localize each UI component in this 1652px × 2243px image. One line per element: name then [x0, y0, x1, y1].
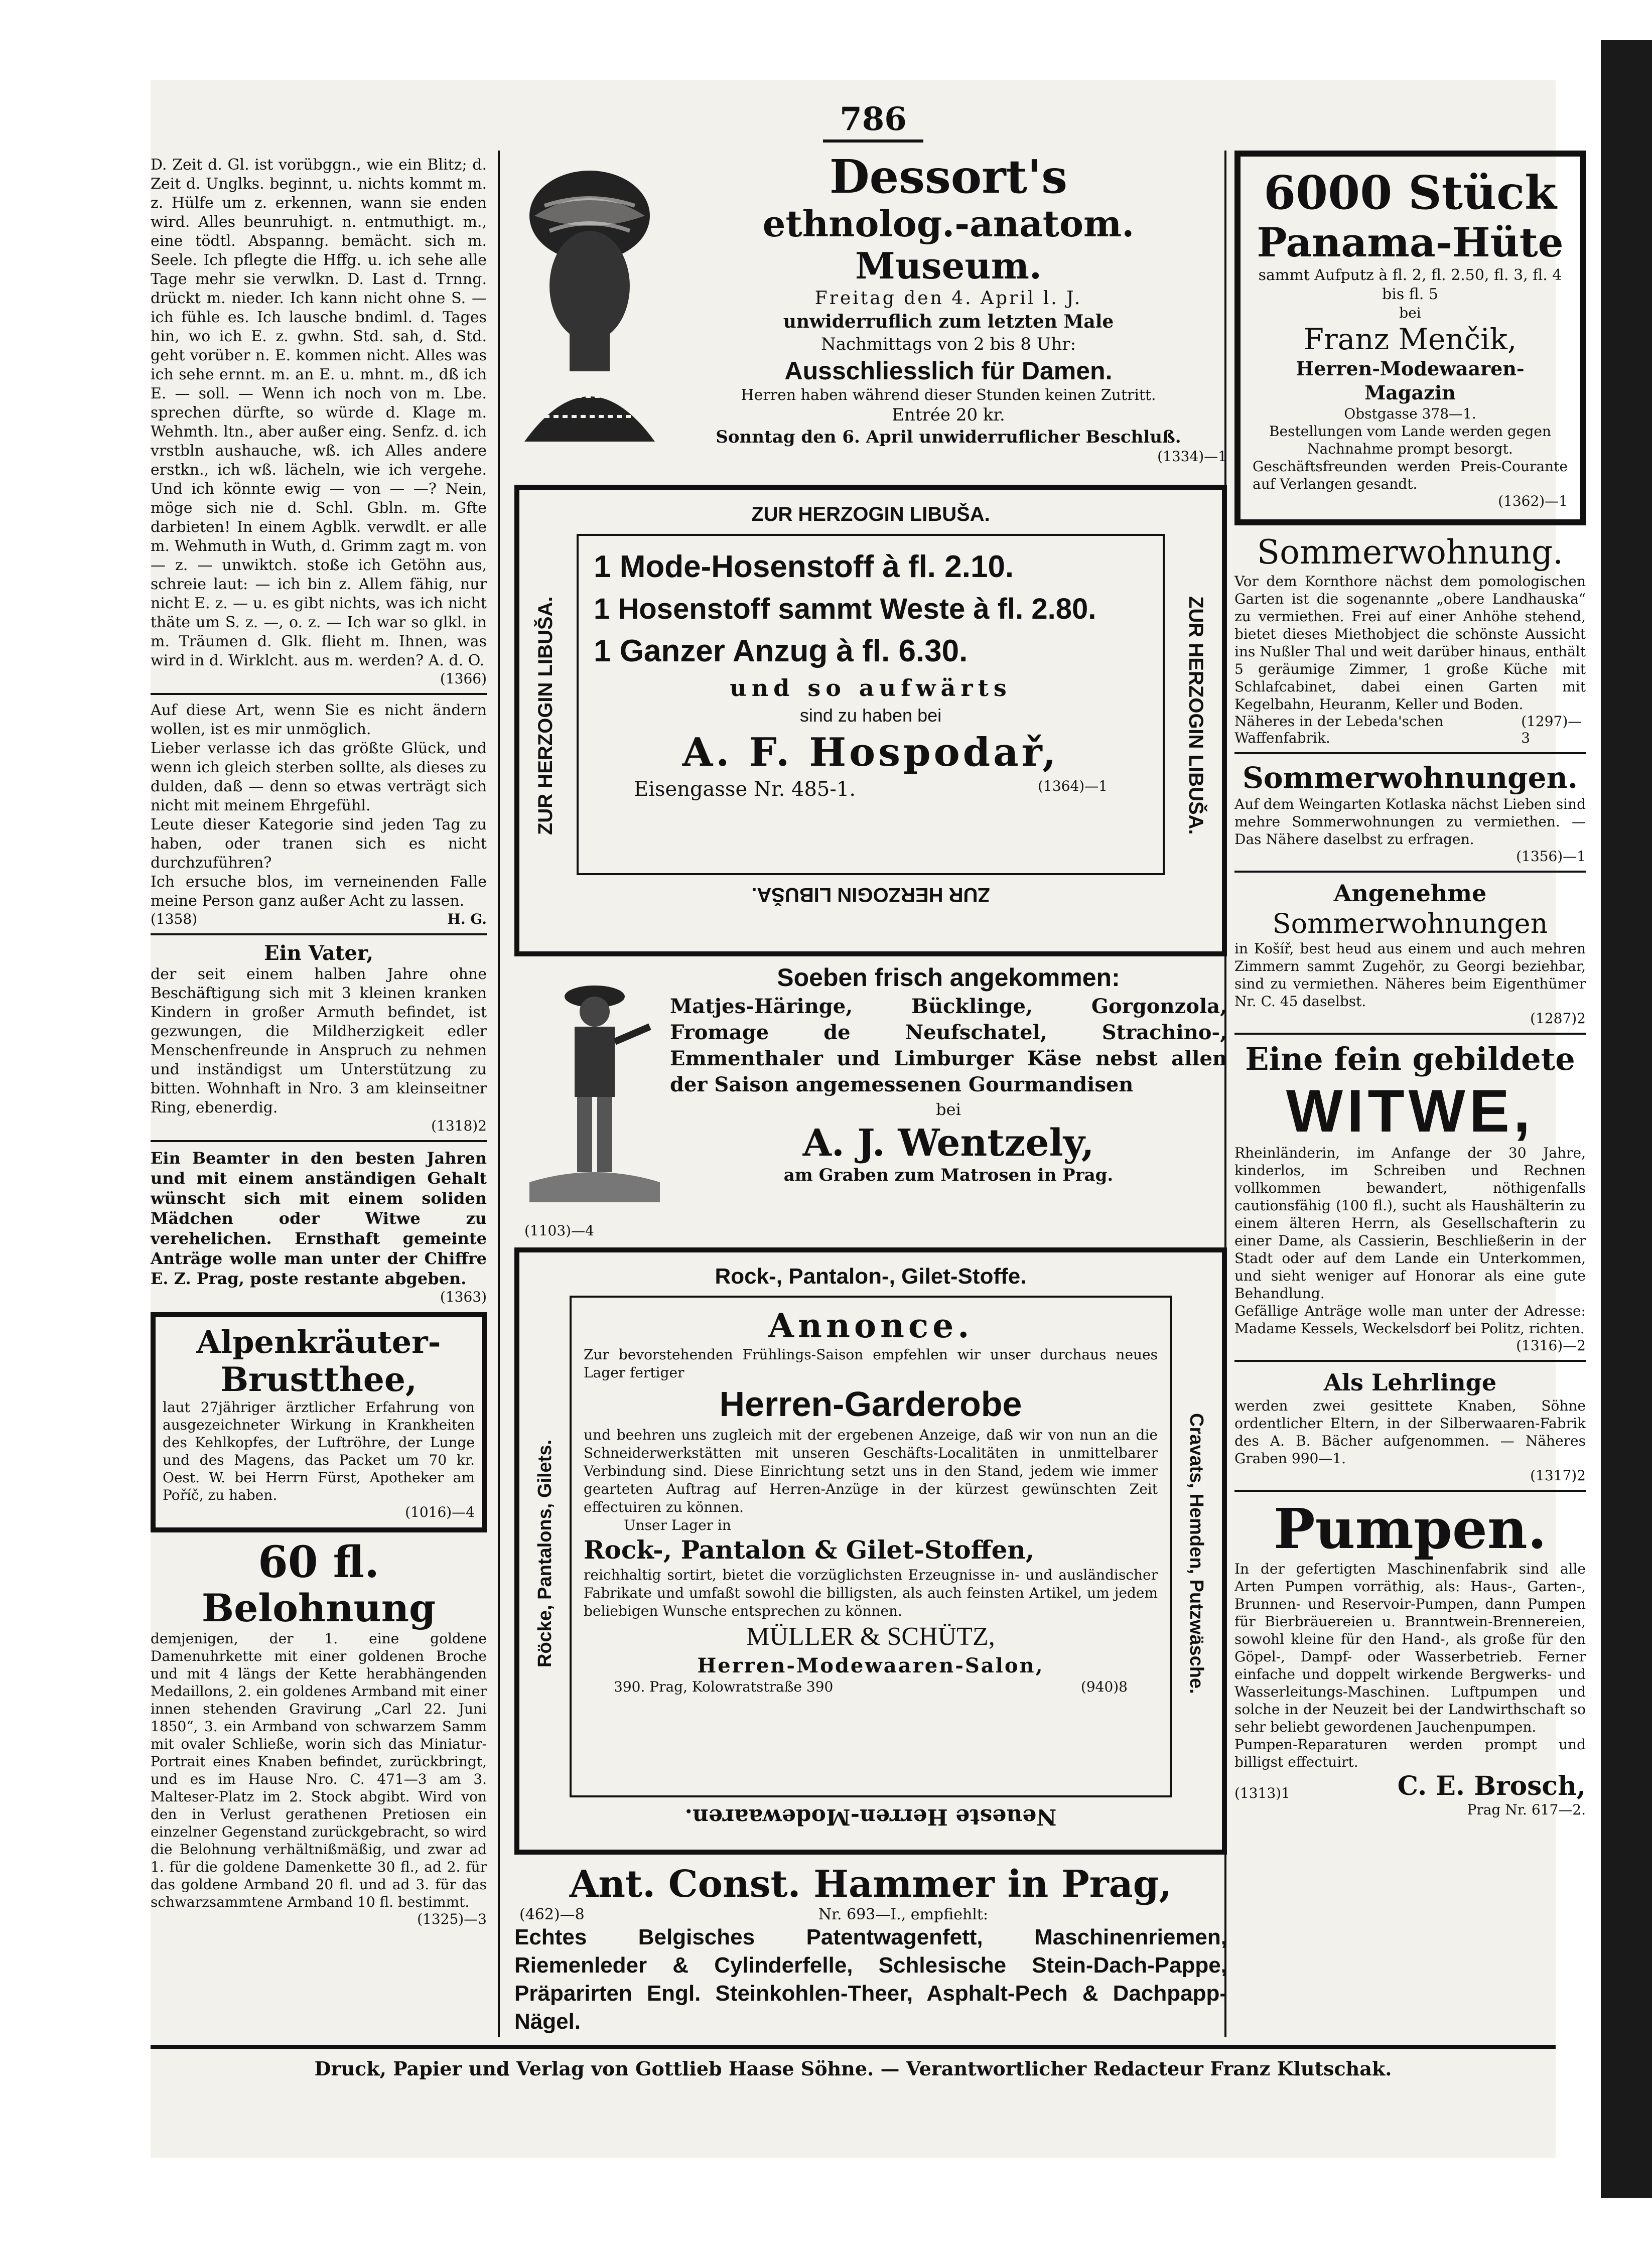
vater-text: der seit einem halben Jahre ohne Beschäftigung sich mit 3 kleinen kranken Kindern in großer Armuth befindet, ist gezwungen, die Mildherzigkeit edler Menschenfreunde in Anspruch zu nehmen und inständigst um Unterstützung zu bitten. Wohnhaft in Nro. 3 am kleinseitner Ring, ebenerdig. — [151, 965, 487, 1116]
mueller-intro: Zur bevorstehenden Frühlings-Saison empfehlen wir unser durchaus neues Lager fertiger — [584, 1346, 1158, 1381]
panama-text2: Bestellungen vom Lande werden gegen Nachnahme prompt besorgt. — [1269, 423, 1551, 457]
mueller-ref: (940)8 — [1080, 1678, 1128, 1695]
panama-name: Franz Menčik, — [1303, 322, 1517, 356]
panama-text3: Geschäftsfreunden werden Preis-Courante auf Verlangen gesandt. — [1253, 458, 1568, 492]
divider — [1234, 1360, 1586, 1362]
dessort-gentlemen: Herren haben während dieser Stunden keinen Zutritt. — [741, 386, 1156, 404]
mueller-garderobe: Herren-Garderobe — [719, 1384, 1022, 1424]
witwe-text: Rheinländerin, im Anfange der 30 Jahre, kinderlos, im Schreiben und Rechnen vollkommen bewandert, nöthigenfalls cautionsfähig (100 fl.), sucht als Haushälterin zu einem älteren Herrn, als Gesellschafterin zu einer Dame, als Cassierin, Beschließerin in der Stadt oder auf dem Lande ein Unterkommen, und sieht weniger auf Honorar als eine gute Behandlung. — [1234, 1145, 1586, 1302]
hammer-addr: Nr. 693—I., empfiehlt: — [818, 1906, 989, 1923]
mueller-annonce: Annonce. — [768, 1306, 974, 1345]
hammer-ref: (462)—8 — [519, 1906, 585, 1923]
mueller-top-label: Rock-, Pantalon-, Gilet-Stoffe. — [715, 1264, 1027, 1289]
dessort-last: unwiderruflich zum letzten Male — [783, 311, 1114, 332]
pumpen-addr: Prag Nr. 617—2. — [1467, 1801, 1586, 1818]
divider — [151, 933, 487, 935]
column-rule-left — [498, 151, 500, 2037]
sommer3-title1: Angenehme — [1333, 880, 1487, 907]
notice-sign: H. G. — [447, 911, 487, 927]
notice-text3: Leute dieser Kategorie sind jeden Tag zu haben, oder tranen sich es nicht durchzuführen? — [151, 816, 487, 872]
panama-title2: Panama-Hüte — [1257, 219, 1564, 266]
divider — [151, 1140, 487, 1142]
dessort-subtitle: ethnolog.-anatom. Museum. — [762, 202, 1135, 287]
libusa-line1: 1 Mode-Hosenstoff à fl. 2.10. — [594, 549, 1014, 584]
divider — [1234, 1033, 1586, 1035]
mueller-salon: Herren-Modewaaren-Salon, — [697, 1654, 1044, 1677]
libusa-name: A. F. Hospodař, — [682, 730, 1059, 775]
alpen-ad-box — [151, 1312, 487, 1532]
notice-text4: Ich ersuche blos, im verneinenden Falle meine Person ganz außer Acht zu lassen. — [151, 873, 487, 910]
vater-ref: (1318)2 — [431, 1117, 487, 1134]
lehrlinge-title: Als Lehrlinge — [1323, 1369, 1497, 1396]
sommer1-ref: (1297)—3 — [1521, 713, 1582, 746]
libusa-line4: und so aufwärts — [730, 674, 1012, 702]
pumpen-text2: Pumpen-Reparaturen werden prompt und billigst effectuirt. — [1234, 1736, 1586, 1770]
reward-text: demjenigen, der 1. eine goldene Damenuhrkette mit einer goldenen Broche und mit 4 längs der Kette herabhängenden Medaillons, 2. ein goldenes Armband mit einer innen stehenden Gravirung „Carl 22. Juni 1850“, 3. ein Armband von schwarzem Samm mit ovaler Schließe, worin sich das Miniatur-Portrait eines Knaben befindet, zurückbringt, und es im Hause Nro. C. 471—3 am 3. Malteser-Platz im 2. Stock abgibt. Wird von den in Verlust gerathenen Pretiosen ein einzelner Gegenstand zurückgebracht, so wird die Belohnung verhältnißmäßig, und zwar ad 1. für die goldene Damenkette 30 fl., ad 2. für das goldene Armband 20 fl. und ad 3. für das schwarzsammtene Armband 10 fl. bestimmt. — [151, 1630, 487, 1910]
sommer2-text: Auf dem Weingarten Kotlaska nächst Lieben sind mehre Sommerwohnungen zu vermiethen. — Das Nähere daselbst zu erfragen. — [1234, 796, 1586, 848]
sommer1-title: Sommerwohnung. — [1257, 533, 1564, 572]
libusa-line2: 1 Hosenstoff sammt Weste à fl. 2.80. — [594, 593, 1096, 625]
mueller-bottom-label: Neueste Herren-Modewaaren. — [684, 1804, 1057, 1830]
mueller-stoffe: Rock-, Pantalon & Gilet-Stoffen, — [584, 1535, 1035, 1565]
alpen-text: laut 27jähriger ärztlicher Erfahrung von ausgezeichneter Wirkung in Krankheiten des Kehlkopfes, der Luftröhre, der Lunge und des Magens, das Packet um 70 kr. Oest. W. bei Herrn Fürst, Apotheker am Poříč, zu haben. — [163, 1399, 475, 1503]
mueller-right-label: Cravats, Hemden, Putzwäsche. — [1186, 1413, 1207, 1694]
notice-text1: Auf diese Art, wenn Sie es nicht ändern wollen, ist es mir unmöglich. — [151, 702, 487, 738]
sommer1-text: Vor dem Kornthore nächst dem pomologischen Garten ist die sogenannte „obere Landhauska“ zu vermiethen. Frei auf einer Anhöhe stehend, bietet dieses Miethobject die schönste Aussicht ins Nußler Thal und weit darüber hinaus, enthält 5 geräumige Zimmer, 1 große Küche mit Schlafcabinet, dabei einen Garten mit Kegelbahn, Heuranm, Keller und Boden. — [1234, 573, 1586, 713]
footer-rule — [151, 2045, 1556, 2049]
alpen-title2: Brustthee, — [220, 1360, 417, 1399]
libusa-ad-box — [514, 485, 1227, 956]
sailor-figure-illustration — [524, 971, 665, 1202]
dessort-ad — [514, 151, 1227, 482]
panama-text1: sammt Aufputz à fl. 2, fl. 2.50, fl. 3, fl. 4 bis fl. 5 — [1258, 266, 1562, 303]
witwe-title1: Eine fein gebildete — [1245, 1041, 1575, 1077]
wentzely-ref: (1103)—4 — [524, 1222, 594, 1239]
libusa-line5: sind zu haben bei — [799, 705, 942, 726]
dessort-date: Freitag den 4. April l. J. — [814, 288, 1082, 309]
lehrlinge-text: werden zwei gesittete Knaben, Söhne ordentlicher Eltern, in der Silberwaaren-Fabrik des A. B. Bächer aufgenommen. — Näheres Graben 990—1. — [1234, 1397, 1586, 1467]
panama-ad-box — [1234, 151, 1586, 525]
sommer2-ref: (1356)—1 — [1516, 848, 1586, 865]
sommer3-ref: (1287)2 — [1530, 1010, 1586, 1027]
libusa-inner-box — [577, 534, 1165, 875]
panama-title1: 6000 Stück — [1264, 166, 1557, 220]
libusa-right-label: ZUR HERZOGIN LIBUŠA. — [1185, 596, 1207, 835]
mueller-ad-box — [514, 1247, 1227, 1855]
beamter-ref: (1363) — [440, 1289, 487, 1305]
poem-text: D. Zeit d. Gl. ist vorübggn., wie ein Blitz; d. Zeit d. Unglks. beginnt, u. nichts kommt m. z. Hülfe um z. erkennen, wann sie enden wird. Alles beunruhigt. n. entmuthigt. m., eine tödtl. Abspanng. bemächt. sich m. Seele. Ich pflegte die Hffg. u. ich sehe alle Tage mehr sie verwlkn. D. Last d. Trnng. drückt m. nieder. Ich kann nicht ohne S. — ich fühle es. Ich lausche bndiml. d. Tages hin, wo ich E. z. gwhn. Std. sah, d. Std. geht vorüber n. E. kommen nicht. Alles was ich sehe ernnt. m. an E. u. mhnt. m., dß ich E. — soll. — Wenn ich noch von m. Lbe. sprechen dürfte, so würde d. Klage m. Wehmth. ltn., aber außer eing. Senfz. d. ich vrstbln aushauche, wß. ich Alles andere erstkn., ich wß. lächeln, wie ich vergehe. Und ich könnte ewig — von — —? Nein, möge sich nie d. Schl. Gbln. m. Gfte darbieten! In einem Agblk. verwdlt. er alle m. Wehmuth in Wuth, d. Grimm zagt m. von — z. — unwiktch. stoße ich Getöhn aus, schreie laut: — ich bin z. Allem fähig, nur nicht E. z. — u. es gibt nichts, was ich nicht thäte um S. z. —, o. z. — Ich war so glkl. in m. Träumen d. Glk. flieht m. Ihnen, was wird in d. Wirklcht. aus m. werden? A. d. O. — [151, 156, 487, 669]
middle-column — [514, 151, 1227, 2036]
dessort-time: Nachmittags von 2 bis 8 Uhr: — [820, 334, 1076, 354]
beamter-text: Ein Beamter in den besten Jahren und mit einem anständigen Gehalt wünscht sich mit einem soliden Mädchen oder Witwe zu verehelichen. Ernsthaft gemeinte Anträge wolle man unter der Chiffre E. Z. Prag, poste restante abgeben. — [151, 1149, 487, 1288]
panama-ref: (1362)—1 — [1498, 493, 1568, 509]
wentzely-bei: bei — [936, 1100, 961, 1119]
libusa-top-label: ZUR HERZOGIN LIBUŠA. — [751, 503, 990, 525]
witwe-text2: Gefällige Anträge wolle man unter der Adresse: Madame Kessels, Weckelsdorf bei Politz, richten. — [1234, 1303, 1586, 1337]
wentzely-name: A. J. Wentzely, — [802, 1122, 1094, 1165]
libusa-left-label: ZUR HERZOGIN LIBUŠA. — [534, 596, 557, 835]
alpen-ref: (1016)—4 — [405, 1504, 475, 1520]
page-number-rule — [823, 139, 923, 143]
footer-imprint: Druck, Papier und Verlag von Gottlieb Haase Söhne. — Verantwortlicher Redacteur Franz Klutschak. — [314, 2057, 1392, 2080]
reward-ref: (1325)—3 — [417, 1911, 487, 1927]
wentzely-text: Matjes-Häringe, Bücklinge, Gorgonzola, Fromage de Neufschatel, Strachino-, Emmenthaler und Limburger Käse nebst allen der Saison angemessenen Gourmandisen — [670, 995, 1227, 1096]
libusa-addr: Eisengasse Nr. 485-1. — [634, 778, 856, 801]
mueller-text2: reichhaltig sortirt, bietet die vorzüglichsten Erzeugnisse in- und ausländischer Fabrikate und umfaßt sowohl die billigsten, als auch feinsten Artikel, um jedem beliebigen Wunsche entsprechen zu können. — [584, 1567, 1158, 1619]
notice-text2: Lieber verlasse ich das größte Glück, und wenn ich gleich sterben sollte, als dieses zu dulden, daß — denn so etwas verträgt sich nicht mit meinem Ehrgefühl. — [151, 740, 487, 814]
wentzely-ad — [514, 961, 1227, 1242]
pumpen-title: Pumpen. — [1273, 1496, 1547, 1561]
sommer3-title2: Sommerwohnungen — [1272, 908, 1548, 939]
mueller-left-label: Röcke, Pantalons, Gilets. — [534, 1439, 556, 1668]
reward-title: Belohnung — [201, 1586, 436, 1630]
panama-addr: Obstgasse 378—1. — [1344, 405, 1476, 422]
dessort-title: Dessort's — [829, 150, 1068, 204]
lehrlinge-ref: (1317)2 — [1530, 1467, 1586, 1484]
scan-edge-shadow — [1601, 40, 1652, 2198]
hammer-title: Ant. Const. Hammer in Prag, — [569, 1863, 1172, 1906]
libusa-line3: 1 Ganzer Anzug à fl. 6.30. — [594, 634, 968, 668]
mueller-inner-box — [570, 1296, 1172, 1797]
divider — [1234, 1490, 1586, 1492]
divider — [1234, 752, 1586, 754]
libusa-ref: (1364)—1 — [1038, 778, 1108, 794]
mueller-addr: 390. Prag, Kolowratstraße 390 — [614, 1678, 834, 1695]
poem-ref: (1366) — [440, 670, 487, 687]
panama-bei: bei — [1399, 305, 1421, 321]
mueller-text1: und beehren uns zugleich mit der ergebenen Anzeige, daß wir von nun an die Schneiderwerkstätten mit unseren Geschäfts-Localitäten in unmittelbarer Verbindung sind. Diese Einrichtung setzt uns in den Stand, jedem wie immer gearteten Auftrag auf Herren-Anzüge in der kürzest gewünschten Zeit effectuiren zu können. — [584, 1427, 1158, 1515]
dessort-entry: Entrée 20 kr. — [892, 405, 1005, 425]
reward-amount: 60 fl. — [257, 1537, 380, 1588]
left-column — [151, 156, 487, 1927]
pumpen-name: C. E. Brosch, — [1397, 1771, 1586, 1801]
divider — [151, 693, 487, 695]
sommer2-title: Sommerwohnungen. — [1243, 761, 1578, 795]
hammer-ad — [514, 1863, 1227, 2036]
witwe-title2: WITWE, — [1286, 1077, 1535, 1145]
wentzely-addr: am Graben zum Matrosen in Prag. — [783, 1165, 1114, 1185]
notice-ref: (1358) — [151, 911, 198, 927]
libusa-bottom-label: ZUR HERZOGIN LIBUŠA. — [751, 884, 990, 906]
dessort-ladies: Ausschliesslich für Damen. — [784, 357, 1113, 385]
mueller-name: MÜLLER & SCHÜTZ, — [746, 1622, 995, 1651]
vater-title: Ein Vater, — [264, 941, 373, 965]
sommer3-text: in Košíř, best heud aus einem und auch mehren Zimmern sammt Zugehör, zu Georgi beziehbar, sind zu vermiethen. Näheres beim Eigenthümer Nr. C. 45 daselbst. — [1234, 940, 1586, 1010]
right-column — [1234, 151, 1586, 1818]
hammer-text: Echtes Belgisches Patentwagenfett, Maschinenriemen, Riemenleder & Cylinderfelle, Schlesische Stein-Dach-Pappe, Präparirten Engl. Steinkohlen-Theer, Asphalt-Pech & Dachpapp-Nägel. — [514, 1925, 1227, 2034]
sommer1-text2: Näheres in der Lebeda'schen Waffenfabrik. — [1234, 713, 1444, 746]
divider — [1234, 871, 1586, 873]
mueller-lager: Unser Lager in — [624, 1517, 731, 1533]
witwe-ref: (1316)—2 — [1516, 1337, 1586, 1354]
panama-shop: Herren-Modewaaren-Magazin — [1296, 357, 1525, 404]
dessort-sunday: Sonntag den 6. April unwiderruflicher Beschluß. — [716, 427, 1181, 447]
alpen-title1: Alpenkräuter- — [196, 1324, 441, 1360]
turbaned-head-illustration — [514, 161, 665, 442]
pumpen-ref: (1313)1 — [1234, 1785, 1290, 1801]
pumpen-text: In der gefertigten Maschinenfabrik sind alle Arten Pumpen vorräthig, als: Haus-, Garten-, Brunnen- und Reservoir-Pumpen, dann Pumpen für Bierbräuereien u. Branntwein-Brennereien, sowohl kleine für den Hand-, als große für den Göpel-, Dampf- oder Wasserbetrieb. Ferner einfache und doppelt wirkende Bergwerks- und Wasserleitungs-Maschinen. Luftpumpen und solche in der Neuzeit bei der Landwirthschaft so sehr beliebt gewordenen Jauchenpumpen. — [1234, 1561, 1586, 1735]
wentzely-title: Soeben frisch angekommen: — [777, 963, 1120, 992]
dessort-ref: (1334)—1 — [1157, 448, 1227, 465]
page-number: 786 — [840, 100, 907, 138]
